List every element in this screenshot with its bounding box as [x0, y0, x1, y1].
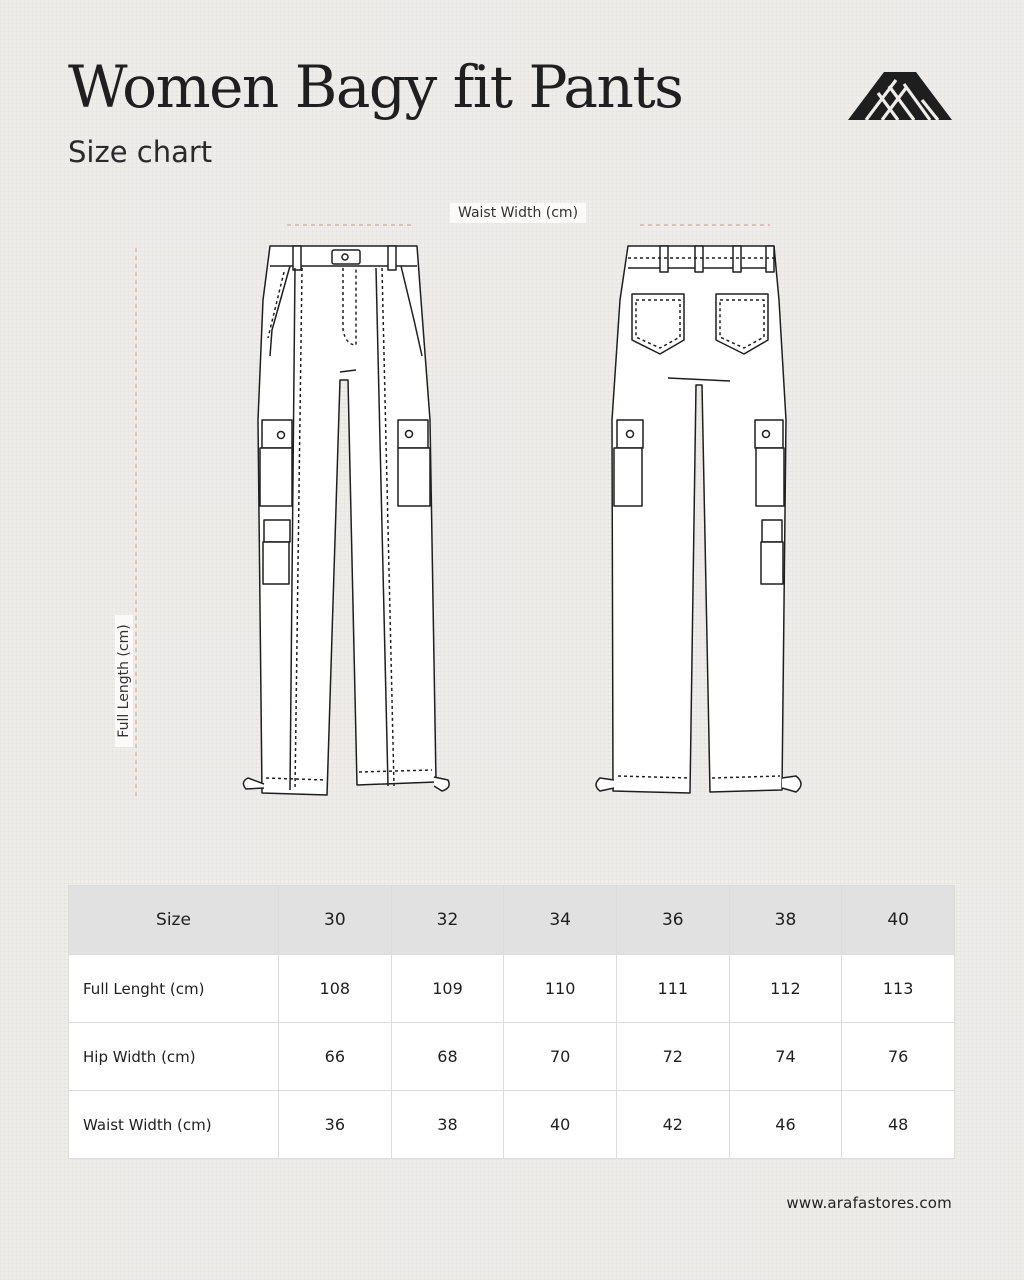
table-cell: 108	[279, 955, 392, 1023]
table-cell: 48	[842, 1091, 955, 1159]
size-header-row	[69, 886, 955, 955]
page-title: Women Bagy fit Pants	[68, 53, 683, 121]
table-cell: 76	[842, 1023, 955, 1091]
table-cell: 40	[504, 1091, 617, 1159]
website-link[interactable]: www.arafastores.com	[786, 1194, 952, 1212]
table-cell: 72	[616, 1023, 729, 1091]
table-row	[69, 955, 955, 1023]
table-cell: 109	[391, 955, 504, 1023]
table-cell: 70	[504, 1023, 617, 1091]
table-cell: 68	[391, 1023, 504, 1091]
size-col-30: 30	[279, 886, 392, 955]
size-col-38: 38	[729, 886, 842, 955]
table-cell: 74	[729, 1023, 842, 1091]
table-cell: 110	[504, 955, 617, 1023]
table-row	[69, 1023, 955, 1091]
size-header-label: Size	[69, 886, 279, 955]
row-label: Hip Width (cm)	[69, 1023, 279, 1091]
table-cell: 36	[279, 1091, 392, 1159]
size-col-32: 32	[391, 886, 504, 955]
table-cell: 111	[616, 955, 729, 1023]
table-cell: 113	[842, 955, 955, 1023]
table-cell: 38	[391, 1091, 504, 1159]
table-cell: 46	[729, 1091, 842, 1159]
size-col-40: 40	[842, 886, 955, 955]
row-label: Waist Width (cm)	[69, 1091, 279, 1159]
table-cell: 42	[616, 1091, 729, 1159]
table-row	[69, 1091, 955, 1159]
pants-front-view-icon	[243, 246, 449, 795]
page-subtitle: Size chart	[68, 135, 213, 169]
table-cell: 66	[279, 1023, 392, 1091]
pants-back-view-icon	[596, 246, 801, 793]
waist-width-label: Waist Width (cm)	[450, 203, 586, 223]
size-table	[68, 885, 955, 1159]
full-length-label: Full Length (cm)	[115, 615, 133, 747]
table-cell: 112	[729, 955, 842, 1023]
size-col-34: 34	[504, 886, 617, 955]
row-label: Full Lenght (cm)	[69, 955, 279, 1023]
size-col-36: 36	[616, 886, 729, 955]
